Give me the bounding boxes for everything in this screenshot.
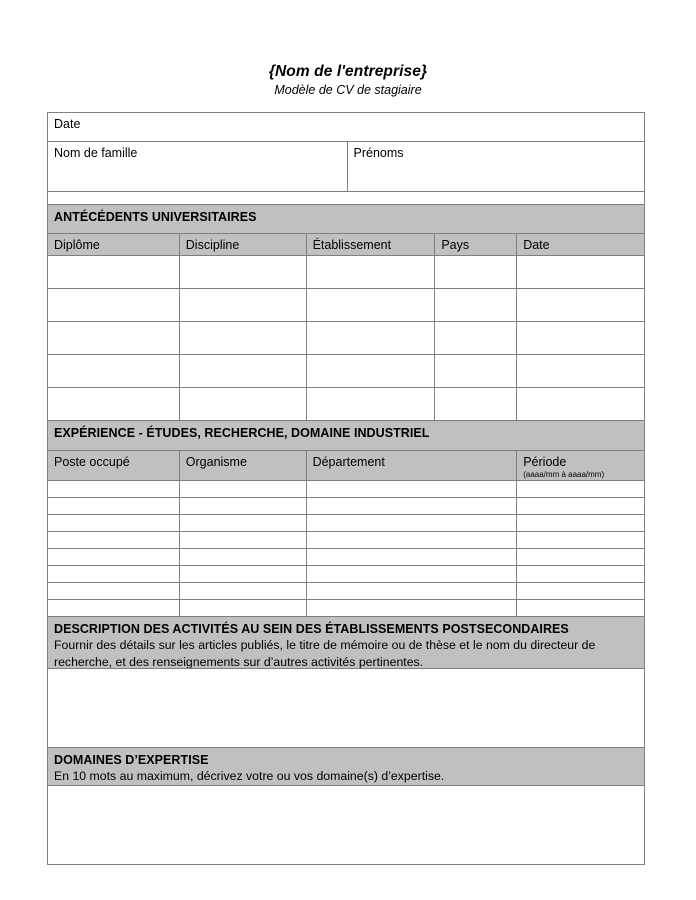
table-row: [47, 583, 645, 600]
table-row: [47, 481, 645, 498]
table-row: [47, 355, 645, 388]
academic-cell-diplome[interactable]: [48, 355, 179, 387]
lastname-field[interactable]: Nom de famille: [54, 146, 138, 160]
experience-cell-departement[interactable]: [306, 600, 517, 616]
experience-col-periode: [516, 451, 644, 480]
expertise-section-header: [47, 748, 645, 786]
academic-cell-discipline[interactable]: [179, 355, 306, 387]
experience-cell-departement[interactable]: [306, 566, 517, 582]
experience-cell-organisme[interactable]: [179, 532, 306, 548]
date-row: [47, 112, 645, 142]
experience-cell-periode[interactable]: [516, 498, 644, 514]
academic-column-headers: [47, 234, 645, 256]
experience-cell-periode[interactable]: [516, 481, 644, 497]
experience-cell-departement[interactable]: [306, 498, 517, 514]
academic-section-header: [47, 205, 645, 234]
experience-cell-organisme[interactable]: [179, 600, 306, 616]
academic-col-diplome: Diplôme: [54, 238, 100, 252]
experience-cell-organisme[interactable]: [179, 515, 306, 531]
experience-col-organisme: Organisme: [179, 451, 306, 480]
academic-col-etablissement: Établissement: [306, 234, 435, 255]
name-row: [47, 142, 645, 192]
academic-cell-etablissement[interactable]: [306, 289, 435, 321]
experience-cell-organisme[interactable]: [179, 498, 306, 514]
academic-cell-pays[interactable]: [434, 256, 516, 288]
experience-cell-poste[interactable]: [48, 515, 179, 531]
firstname-field[interactable]: Prénoms: [347, 142, 645, 191]
experience-cell-organisme[interactable]: [179, 583, 306, 599]
experience-cell-organisme[interactable]: [179, 566, 306, 582]
table-row: [47, 600, 645, 617]
description-instructions: Fournir des détails sur les articles publiés, le titre de mémoire ou de thèse et le nom du directeur de recherche, et des renseignements sur d’autres activités pertinentes.: [54, 638, 596, 668]
experience-section-title: EXPÉRIENCE - ÉTUDES, RECHERCHE, DOMAINE INDUSTRIEL: [54, 426, 430, 440]
experience-cell-poste[interactable]: [48, 566, 179, 582]
academic-cell-diplome[interactable]: [48, 289, 179, 321]
experience-cell-periode[interactable]: [516, 600, 644, 616]
academic-cell-date[interactable]: [516, 289, 644, 321]
experience-cell-periode[interactable]: [516, 515, 644, 531]
experience-cell-departement[interactable]: [306, 481, 517, 497]
academic-cell-date[interactable]: [516, 388, 644, 420]
experience-cell-organisme[interactable]: [179, 549, 306, 565]
table-row: [47, 566, 645, 583]
description-section-content: [48, 617, 644, 668]
expertise-answer-box[interactable]: [48, 786, 644, 864]
description-section-title: DESCRIPTION DES ACTIVITÉS AU SEIN DES ÉTABLISSEMENTS POSTSECONDAIRES: [54, 622, 569, 636]
spacer-cell: [48, 192, 644, 204]
academic-cell-date[interactable]: [516, 256, 644, 288]
academic-cell-discipline[interactable]: [179, 388, 306, 420]
experience-cell-poste[interactable]: [48, 600, 179, 616]
page-subtitle: Modèle de CV de stagiaire: [274, 83, 422, 97]
academic-cell-pays[interactable]: [434, 322, 516, 354]
academic-col-discipline: Discipline: [179, 234, 306, 255]
experience-section-header: [47, 421, 645, 451]
academic-cell-date[interactable]: [516, 322, 644, 354]
academic-cell-diplome[interactable]: [48, 388, 179, 420]
experience-cell-departement[interactable]: [306, 515, 517, 531]
page-title: {Nom de l'entreprise}: [268, 63, 428, 80]
experience-cell-periode[interactable]: [516, 532, 644, 548]
expertise-section-title: DOMAINES D’EXPERTISE: [54, 753, 209, 767]
academic-cell-pays[interactable]: [434, 289, 516, 321]
academic-cell-discipline[interactable]: [179, 322, 306, 354]
experience-cell-departement[interactable]: [306, 549, 517, 565]
experience-cell-poste[interactable]: [48, 481, 179, 497]
academic-cell-pays[interactable]: [434, 355, 516, 387]
experience-cell-periode[interactable]: [516, 566, 644, 582]
experience-cell-poste[interactable]: [48, 532, 179, 548]
table-row: [47, 515, 645, 532]
cv-form: [47, 112, 645, 865]
description-section-header: [47, 617, 645, 669]
document-header: [0, 62, 696, 99]
experience-col-periode-format-note: (aaaa/mm à aaaa/mm): [523, 470, 605, 479]
experience-cell-poste[interactable]: [48, 498, 179, 514]
table-row: [47, 498, 645, 515]
spacer-row: [47, 192, 645, 205]
date-field[interactable]: Date: [54, 117, 81, 131]
experience-column-headers: [47, 451, 645, 481]
expertise-instructions: En 10 mots au maximum, décrivez votre ou vos domaine(s) d’expertise.: [54, 769, 445, 783]
experience-cell-poste[interactable]: [48, 549, 179, 565]
academic-cell-etablissement[interactable]: [306, 388, 435, 420]
experience-cell-periode[interactable]: [516, 549, 644, 565]
description-answer-box[interactable]: [48, 669, 644, 747]
experience-cell-organisme[interactable]: [179, 481, 306, 497]
academic-col-date: Date: [516, 234, 644, 255]
table-row: [47, 322, 645, 355]
experience-cell-periode[interactable]: [516, 583, 644, 599]
academic-cell-etablissement[interactable]: [306, 256, 435, 288]
expertise-section-content: [48, 748, 644, 785]
academic-cell-discipline[interactable]: [179, 256, 306, 288]
academic-col-pays: Pays: [434, 234, 516, 255]
experience-col-departement: Département: [306, 451, 517, 480]
experience-cell-poste[interactable]: [48, 583, 179, 599]
table-row: [47, 549, 645, 566]
experience-cell-departement[interactable]: [306, 532, 517, 548]
academic-cell-discipline[interactable]: [179, 289, 306, 321]
experience-col-poste: Poste occupé: [54, 455, 130, 469]
academic-cell-pays[interactable]: [434, 388, 516, 420]
academic-section-title: ANTÉCÉDENTS UNIVERSITAIRES: [54, 210, 257, 224]
experience-cell-departement[interactable]: [306, 583, 517, 599]
experience-col-periode-label: Période: [523, 455, 567, 469]
academic-cell-etablissement[interactable]: [306, 355, 435, 387]
academic-cell-date[interactable]: [516, 355, 644, 387]
expertise-answer-row: [47, 786, 645, 865]
table-row: [47, 256, 645, 289]
table-row: [47, 289, 645, 322]
academic-cell-etablissement[interactable]: [306, 322, 435, 354]
academic-cell-diplome[interactable]: [48, 256, 179, 288]
table-row: [47, 532, 645, 549]
description-answer-row: [47, 669, 645, 748]
table-row: [47, 388, 645, 421]
academic-cell-diplome[interactable]: [48, 322, 179, 354]
